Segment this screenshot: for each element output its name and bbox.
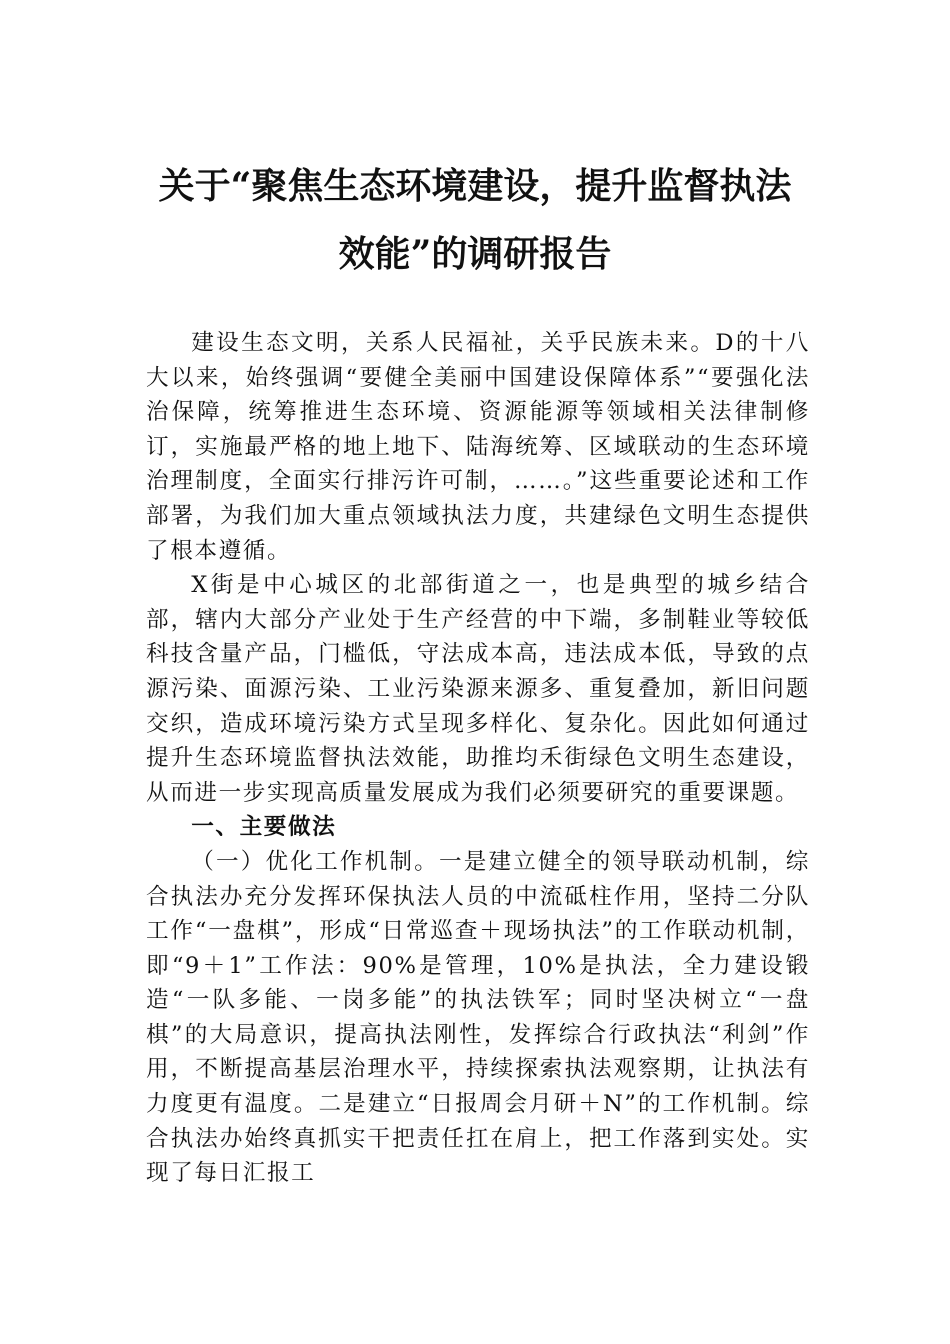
document-title-line-2: 效能”的调研报告	[338, 233, 612, 275]
body-paragraph-2: X街是中心城区的北部街道之一，也是典型的城乡结合部，辖内大部分产业处于生产经营的中下端，多制鞋业等较低科技含量产品，门槛低，守法成本高，违法成本低，导致的点源污染、面源污染、工业污染源来源多、重复叠加，新旧问题交织，造成环境污染方式呈现多样化、复杂化。因此如何通过提升生态环境监督执法效能，助推均禾街绿色文明生态建设，从而进一步实现高质量发展成为我们必须要研究的重要课题。	[146, 572, 810, 806]
document-title-line-1: 关于“聚焦生态环境建设，提升监督执法	[158, 165, 792, 207]
body-paragraph-1: 建设生态文明，关系人民福祉，关乎民族未来。D的十八大以来，始终强调“要健全美丽中国建设保障体系”“要强化法治保障，统筹推进生态环境、资源能源等领域相关法律制修订，实施最严格的地上地下、陆海统筹、区域联动的生态环境治理制度，全面实行排污许可制，……。”这些重要论述和工作部署，为我们加大重点领域执法力度，共建绿色文明生态提供了根本遵循。	[146, 330, 810, 564]
section-heading: 一、主要做法	[191, 814, 337, 841]
section-paragraph: （一）优化工作机制。一是建立健全的领导联动机制，综合执法办充分发挥环保执法人员的中流砥柱作用，坚持二分队工作“一盘棋”，形成“日常巡查＋现场执法”的工作联动机制，即“9＋1”工作法：90%是管理，10%是执法，全力建设锻造“一队多能、一岗多能”的执法铁军；同时坚决树立“一盘棋”的大局意识，提高执法刚性，发挥综合行政执法“利剑”作用，不断提高基层治理水平，持续探索执法观察期，让执法有力度更有温度。二是建立“日报周会月研＋N”的工作机制。综合执法办始终真抓实干把责任扛在肩上，把工作落到实处。实现了每日汇报工	[146, 848, 810, 1187]
document-body	[146, 326, 810, 1191]
